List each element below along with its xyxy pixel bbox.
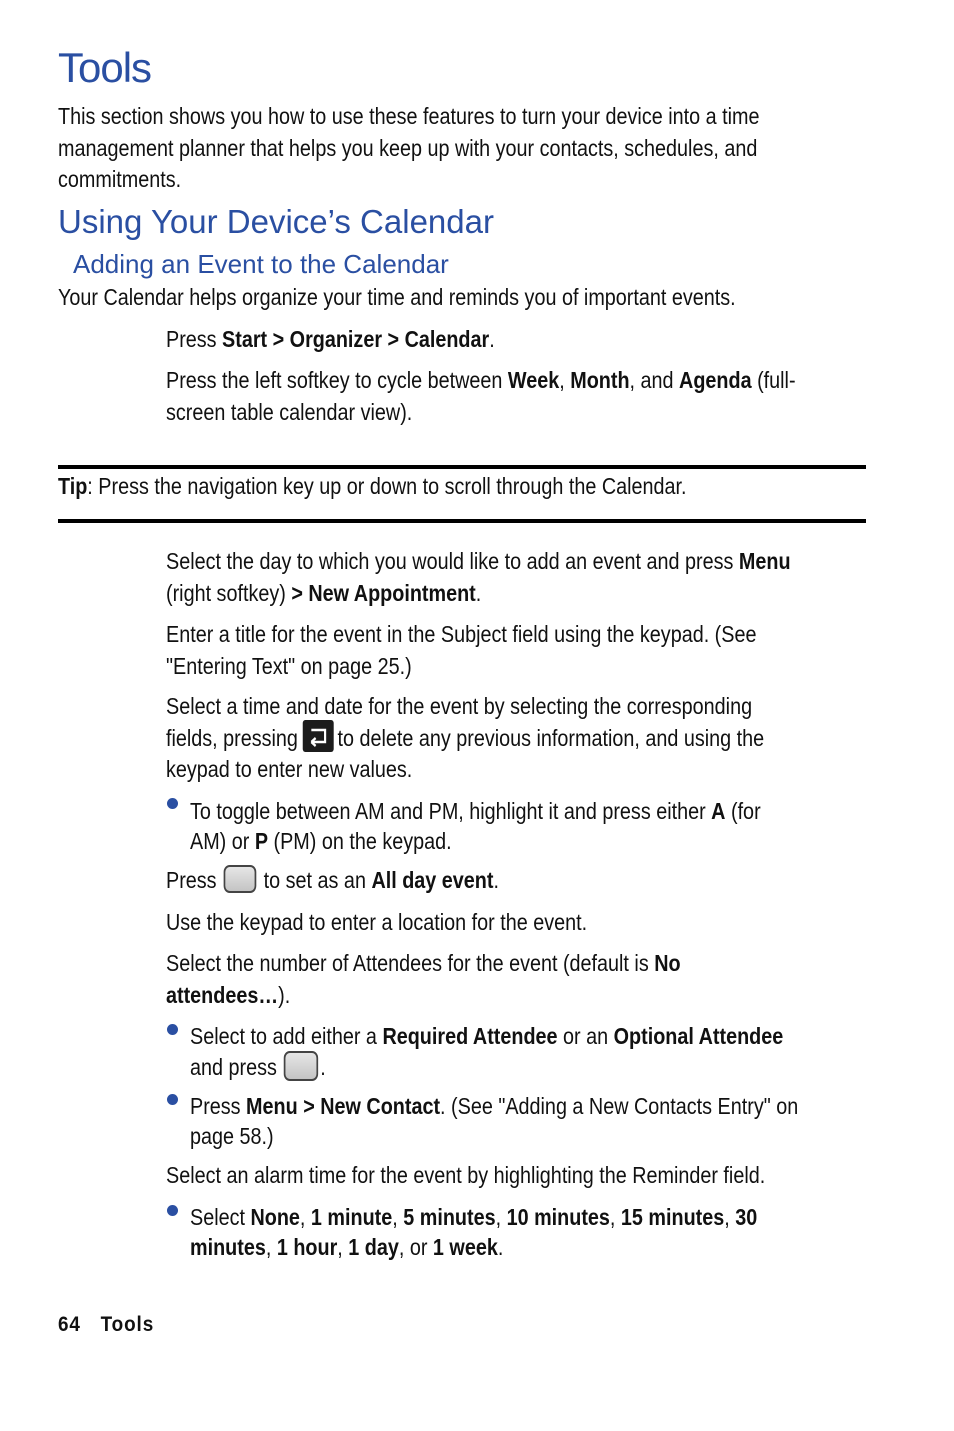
intro-paragraph — [58, 101, 759, 196]
step-8: Select the number of Attendees for the event (default is No attendees…). — [166, 950, 681, 1008]
select-key-icon — [224, 865, 257, 893]
step-1: Press Start > Organizer > Calendar. — [166, 326, 495, 352]
tip-bottom-rule — [58, 519, 866, 523]
calendar-label: Calendar — [404, 326, 490, 352]
step-2: Press the left softkey to cycle between Week, Month, and Agenda (full- screen table calendar view). — [166, 367, 796, 425]
step-5: Select a time and date for the event by selecting the corresponding fields, pressing to delete any previous information, and using the keypad to enter new values. — [166, 693, 765, 782]
bullet-marker — [167, 798, 178, 809]
intro-line-1: This section shows you how to use these features to turn your device into a time — [58, 103, 760, 129]
page-title: Tools — [58, 44, 152, 91]
step-6: Press to set as an All day event. — [166, 865, 499, 897]
subsection-heading: Adding an Event to the Calendar — [73, 249, 449, 279]
section-heading: Using Your Device’s Calendar — [58, 203, 494, 240]
start-label: Start — [222, 326, 268, 352]
step-3: Select the day to which you would like to add an event and press Menu (right softkey) > New Appointment. — [166, 548, 791, 606]
tip-text: Tip: Press the navigation key up or down to scroll through the Calendar. — [58, 473, 687, 499]
footer-section: Tools — [100, 1313, 155, 1336]
bullet-3: Press Menu > New Contact. (See "Adding a New Contacts Entry" on page 58.) — [190, 1093, 799, 1149]
select-key-icon — [284, 1051, 318, 1081]
back-key-icon — [303, 720, 334, 752]
bullet-marker — [167, 1024, 178, 1035]
bullet-marker — [167, 1205, 178, 1216]
bullet-2: Select to add either a Required Attendee or an Optional Attendee and press . — [190, 1023, 784, 1080]
intro-line-2: management planner that helps you keep up with your contacts, schedules, and — [58, 134, 758, 161]
tip-label: Tip — [58, 473, 88, 499]
bullet-1: To toggle between AM and PM, highlight it and press either A (for AM) or P (PM) on the keypad. — [190, 798, 761, 854]
tip-top-rule — [58, 465, 866, 469]
page-footer — [58, 1313, 154, 1337]
step-7: Use the keypad to enter a location for the event. — [166, 909, 588, 935]
step-4: Enter a title for the event in the Subject field using the keypad. (See "Entering Text" on page 25.) — [166, 621, 757, 679]
subsection-intro: Your Calendar helps organize your time and reminds you of important events. — [58, 284, 736, 310]
intro-line-3: commitments. — [58, 166, 182, 192]
bullet-marker — [167, 1094, 178, 1105]
organizer-label: Organizer — [289, 326, 383, 352]
step-9: Select an alarm time for the event by highlighting the Reminder field. — [166, 1162, 766, 1188]
bullet-4: Select None, 1 minute, 5 minutes, 10 minutes, 15 minutes, 30 minutes, 1 hour, 1 day, or 1 week. — [190, 1204, 758, 1260]
page-number: 64 — [58, 1313, 81, 1336]
